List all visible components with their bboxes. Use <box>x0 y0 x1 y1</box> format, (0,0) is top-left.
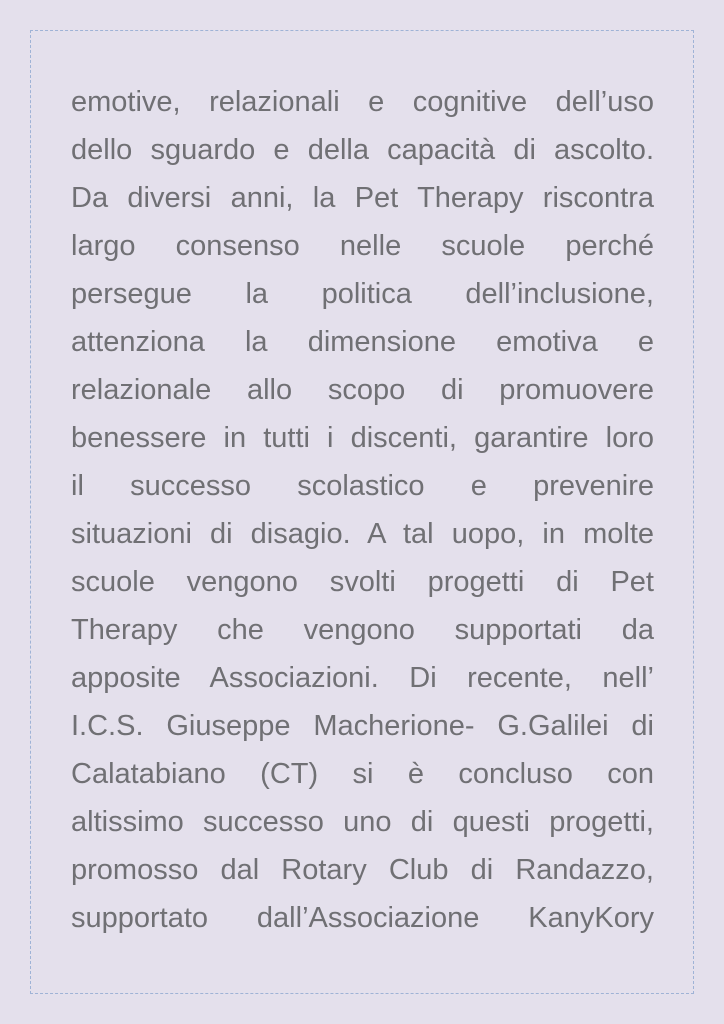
text-line: emotive, relazionali e cognitive dell’uso <box>71 86 654 118</box>
text-line: Therapy che vengono supportati da <box>71 614 654 646</box>
text-line: apposite Associazioni. Di recente, nell’ <box>71 662 654 694</box>
text-line: relazionale allo scopo di promuovere <box>71 374 654 406</box>
text-line: dello sguardo e della capacità di ascolto. <box>71 134 654 166</box>
text-line: situazioni di disagio. A tal uopo, in molte <box>71 518 654 550</box>
text-line: benessere in tutti i discenti, garantire loro <box>71 422 654 454</box>
text-line: largo consenso nelle scuole perché <box>71 230 654 262</box>
text-line: persegue la politica dell’inclusione, <box>71 278 654 310</box>
text-line: Calatabiano (CT) si è concluso con <box>71 758 654 790</box>
text-line: I.C.S. Giuseppe Macherione- G.Galilei di <box>71 710 654 742</box>
text-line: attenziona la dimensione emotiva e <box>71 326 654 358</box>
text-line: Da diversi anni, la Pet Therapy riscontra <box>71 182 654 214</box>
text-line: il successo scolastico e prevenire <box>71 470 654 502</box>
text-line: scuole vengono svolti progetti di Pet <box>71 566 654 598</box>
text-line: supportato dall’Associazione KanyKory <box>71 902 654 934</box>
text-line: promosso dal Rotary Club di Randazzo, <box>71 854 654 886</box>
body-paragraph <box>71 78 654 942</box>
text-line: altissimo successo uno di questi progetti, <box>71 806 654 838</box>
